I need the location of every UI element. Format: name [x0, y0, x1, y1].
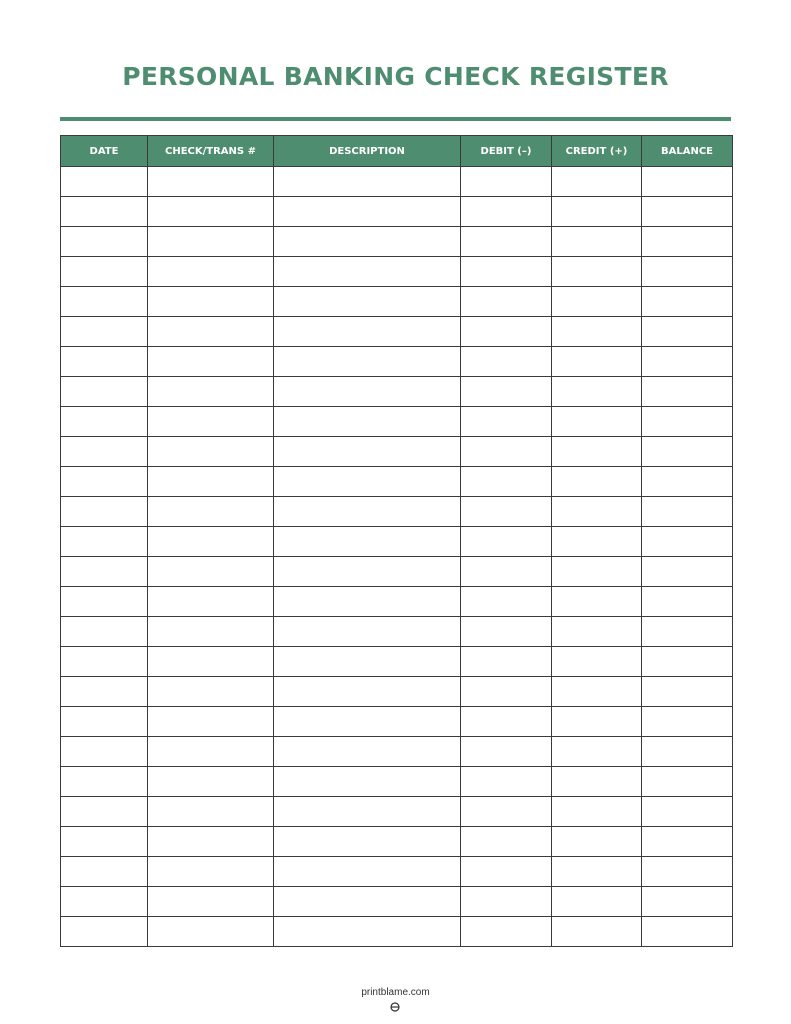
balance-cell [642, 647, 733, 677]
balance-cell [642, 317, 733, 347]
check-trans-cell [148, 617, 274, 647]
description-cell [274, 497, 461, 527]
credit-cell [552, 797, 642, 827]
table-row [61, 527, 733, 557]
table-row [61, 707, 733, 737]
debit-cell [461, 857, 552, 887]
table-row [61, 347, 733, 377]
credit-cell [552, 167, 642, 197]
footer-site: printblame.com [361, 987, 430, 998]
description-cell [274, 407, 461, 437]
table-row [61, 887, 733, 917]
table-row [61, 407, 733, 437]
date-cell [61, 917, 148, 947]
debit-cell [461, 407, 552, 437]
column-header-credit: CREDIT (+) [552, 136, 642, 167]
credit-cell [552, 677, 642, 707]
column-header-description: DESCRIPTION [274, 136, 461, 167]
description-cell [274, 917, 461, 947]
description-cell [274, 467, 461, 497]
credit-cell [552, 437, 642, 467]
description-cell [274, 377, 461, 407]
table-row [61, 767, 733, 797]
debit-cell [461, 647, 552, 677]
date-cell [61, 437, 148, 467]
check-trans-cell [148, 287, 274, 317]
debit-cell [461, 677, 552, 707]
column-header-date: DATE [61, 136, 148, 167]
credit-cell [552, 227, 642, 257]
table-row [61, 827, 733, 857]
balance-cell [642, 887, 733, 917]
balance-cell [642, 287, 733, 317]
balance-cell [642, 707, 733, 737]
date-cell [61, 167, 148, 197]
balance-cell [642, 797, 733, 827]
table-row [61, 287, 733, 317]
date-cell [61, 647, 148, 677]
check-trans-cell [148, 467, 274, 497]
credit-cell [552, 347, 642, 377]
debit-cell [461, 797, 552, 827]
date-cell [61, 347, 148, 377]
balance-cell [642, 737, 733, 767]
debit-cell [461, 497, 552, 527]
date-cell [61, 737, 148, 767]
debit-cell [461, 587, 552, 617]
balance-cell [642, 767, 733, 797]
date-cell [61, 587, 148, 617]
date-cell [61, 317, 148, 347]
table-row [61, 467, 733, 497]
debit-cell [461, 707, 552, 737]
table-row [61, 857, 733, 887]
description-cell [274, 287, 461, 317]
check-trans-cell [148, 167, 274, 197]
balance-cell [642, 557, 733, 587]
check-trans-cell [148, 227, 274, 257]
table-row [61, 617, 733, 647]
credit-cell [552, 497, 642, 527]
date-cell [61, 767, 148, 797]
check-trans-cell [148, 857, 274, 887]
description-cell [274, 197, 461, 227]
description-cell [274, 527, 461, 557]
date-cell [61, 827, 148, 857]
check-trans-cell [148, 197, 274, 227]
check-trans-cell [148, 557, 274, 587]
date-cell [61, 257, 148, 287]
debit-cell [461, 557, 552, 587]
table-row [61, 917, 733, 947]
table-row [61, 167, 733, 197]
credit-cell [552, 287, 642, 317]
debit-cell [461, 167, 552, 197]
description-cell [274, 797, 461, 827]
credit-cell [552, 467, 642, 497]
table-row [61, 557, 733, 587]
debit-cell [461, 197, 552, 227]
credit-cell [552, 257, 642, 287]
balance-cell [642, 167, 733, 197]
balance-cell [642, 467, 733, 497]
check-trans-cell [148, 347, 274, 377]
balance-cell [642, 227, 733, 257]
header-row [61, 136, 733, 167]
description-cell [274, 617, 461, 647]
date-cell [61, 557, 148, 587]
page-title: PERSONAL BANKING CHECK REGISTER [122, 62, 669, 91]
credit-cell [552, 887, 642, 917]
balance-cell [642, 197, 733, 227]
description-cell [274, 557, 461, 587]
balance-cell [642, 437, 733, 467]
table-row [61, 377, 733, 407]
check-trans-cell [148, 797, 274, 827]
check-trans-cell [148, 887, 274, 917]
description-cell [274, 707, 461, 737]
balance-cell [642, 407, 733, 437]
balance-cell [642, 377, 733, 407]
description-cell [274, 317, 461, 347]
logo-icon [390, 1002, 400, 1012]
description-cell [274, 647, 461, 677]
credit-cell [552, 317, 642, 347]
credit-cell [552, 407, 642, 437]
balance-cell [642, 527, 733, 557]
description-cell [274, 677, 461, 707]
check-trans-cell [148, 407, 274, 437]
debit-cell [461, 467, 552, 497]
check-trans-cell [148, 497, 274, 527]
date-cell [61, 857, 148, 887]
check-trans-cell [148, 647, 274, 677]
description-cell [274, 767, 461, 797]
table-row [61, 437, 733, 467]
table-row [61, 197, 733, 227]
table-row [61, 797, 733, 827]
description-cell [274, 887, 461, 917]
description-cell [274, 857, 461, 887]
date-cell [61, 887, 148, 917]
debit-cell [461, 887, 552, 917]
check-trans-cell [148, 917, 274, 947]
check-trans-cell [148, 527, 274, 557]
credit-cell [552, 197, 642, 227]
credit-cell [552, 377, 642, 407]
debit-cell [461, 317, 552, 347]
description-cell [274, 827, 461, 857]
balance-cell [642, 677, 733, 707]
credit-cell [552, 857, 642, 887]
debit-cell [461, 257, 552, 287]
date-cell [61, 497, 148, 527]
check-trans-cell [148, 317, 274, 347]
check-trans-cell [148, 767, 274, 797]
description-cell [274, 737, 461, 767]
credit-cell [552, 707, 642, 737]
column-header-check-trans: CHECK/TRANS # [148, 136, 274, 167]
description-cell [274, 257, 461, 287]
check-trans-cell [148, 377, 274, 407]
date-cell [61, 377, 148, 407]
date-cell [61, 707, 148, 737]
description-cell [274, 347, 461, 377]
credit-cell [552, 587, 642, 617]
balance-cell [642, 587, 733, 617]
table-row [61, 227, 733, 257]
date-cell [61, 797, 148, 827]
date-cell [61, 677, 148, 707]
date-cell [61, 227, 148, 257]
debit-cell [461, 227, 552, 257]
balance-cell [642, 257, 733, 287]
check-trans-cell [148, 257, 274, 287]
balance-cell [642, 497, 733, 527]
date-cell [61, 617, 148, 647]
check-trans-cell [148, 677, 274, 707]
check-register-table [60, 135, 733, 947]
credit-cell [552, 737, 642, 767]
debit-cell [461, 347, 552, 377]
table-row [61, 317, 733, 347]
table-row [61, 677, 733, 707]
date-cell [61, 287, 148, 317]
credit-cell [552, 527, 642, 557]
balance-cell [642, 347, 733, 377]
description-cell [274, 167, 461, 197]
title-divider [60, 117, 731, 121]
table-row [61, 647, 733, 677]
credit-cell [552, 617, 642, 647]
credit-cell [552, 767, 642, 797]
table-row [61, 497, 733, 527]
check-trans-cell [148, 707, 274, 737]
debit-cell [461, 287, 552, 317]
balance-cell [642, 857, 733, 887]
table-row [61, 737, 733, 767]
check-trans-cell [148, 737, 274, 767]
description-cell [274, 587, 461, 617]
date-cell [61, 407, 148, 437]
credit-cell [552, 557, 642, 587]
check-trans-cell [148, 587, 274, 617]
column-header-balance: BALANCE [642, 136, 733, 167]
description-cell [274, 227, 461, 257]
description-cell [274, 437, 461, 467]
credit-cell [552, 647, 642, 677]
credit-cell [552, 827, 642, 857]
table-row [61, 257, 733, 287]
balance-cell [642, 917, 733, 947]
balance-cell [642, 617, 733, 647]
date-cell [61, 527, 148, 557]
debit-cell [461, 827, 552, 857]
debit-cell [461, 737, 552, 767]
debit-cell [461, 767, 552, 797]
date-cell [61, 467, 148, 497]
credit-cell [552, 917, 642, 947]
balance-cell [642, 827, 733, 857]
date-cell [61, 197, 148, 227]
check-trans-cell [148, 827, 274, 857]
debit-cell [461, 527, 552, 557]
column-header-debit: DEBIT (–) [461, 136, 552, 167]
table-row [61, 587, 733, 617]
debit-cell [461, 617, 552, 647]
debit-cell [461, 437, 552, 467]
debit-cell [461, 917, 552, 947]
debit-cell [461, 377, 552, 407]
register-body [61, 167, 733, 947]
check-trans-cell [148, 437, 274, 467]
